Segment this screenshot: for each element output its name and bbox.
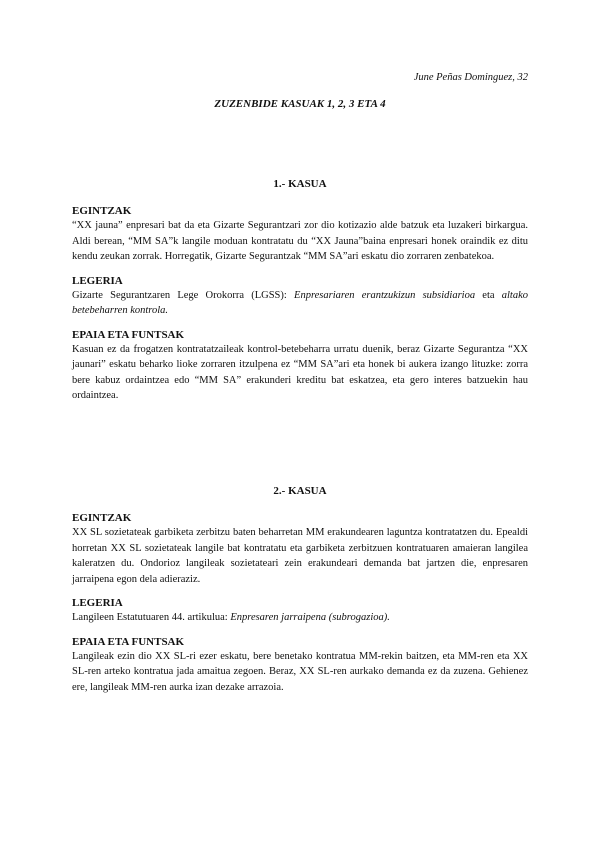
egintzak-text: XX SL sozietateak garbiketa zerbitzu baten beharretan MM erakundearen laguntza kontratatzen du. Epealdi horretan XX SL sozietateak langile bat kontratatu eta garbiketa zerbitzuen kontratuaren amaieran langilea kaleratzen du. Ondorioz langileak sozietateari zein erakundeari demanda bat jartzen die, enpresaren jarraipena egon dela adieraziz. — [72, 527, 528, 585]
legeria-connector: eta — [475, 289, 502, 301]
legeria-topic-1: Enpresariaren erantzukizun subsidiarioa — [294, 289, 476, 301]
legeria-heading: LEGERIA — [72, 597, 123, 609]
egintzak-text: “XX jauna” enpresari bat da eta Gizarte Segurantzari zor dio kotizazio alde batzuk eta luzakeri birkarguа. Aldi berean, “MM SA”k langile moduan kontratatu du “XX Jauna”baina enpresari honek oraindik ez ditu kendu zeukan zorrak. Horregatik, Gizarte Segurantzak “MM SA”ari eskatu dio zorraren zenbatekoa. — [72, 220, 528, 262]
legeria-text — [72, 610, 528, 626]
case-section-1 — [72, 178, 528, 413]
case-section-2 — [72, 485, 528, 704]
legeria-text — [72, 288, 528, 319]
case-heading: 2.- KASUA — [273, 485, 327, 497]
epaia-text: Kasuan ez da frogatzen kontratatzaileak kontrol-betebeharra urratu duenik, beraz Gizarte Segurantza “XX jaunari” eskatu beharko lioke zorraren itzulpena ez “MM SA”ari eta honek bi aukera izango lituzke: zorra bere kabuz ordaintzea edo “MM SA” erakunderi kreditu bat eskatzea, eta gero interes batzuekin hau ordaintzea. — [72, 343, 528, 401]
author-line: June Peñas Dominguez, 32 — [413, 72, 528, 83]
egintzak-heading: EGINTZAK — [72, 205, 132, 217]
legeria-heading: LEGERIA — [72, 274, 123, 287]
case-heading: 1.- KASUA — [273, 178, 327, 190]
legeria-topic-1: Enpresaren jarraipena (subrogazioa). — [230, 612, 390, 623]
epaia-heading: EPAIA ETA FUNTSAK — [72, 328, 185, 341]
egintzak-heading: EGINTZAK — [72, 512, 132, 524]
document-title: ZUZENBIDE KASUAK 1, 2, 3 ETA 4 — [214, 98, 386, 110]
legeria-law: Langileen Estatutuaren 44. artikulua: — [72, 612, 231, 623]
epaia-heading: EPAIA ETA FUNTSAK — [72, 635, 185, 648]
epaia-text: Langileak ezin dio XX SL-ri ezer eskatu, bere benetako kontratua MM-rekin baitzen, eta MM-ren eta XX SL-ren arteko kontratua jada amaitua zegoen. Beraz, XX SL-ren aurkako demanda ez da zuzena. Gehienez ere, langileak MM-ren aurka izan dezake arrazoia. — [72, 650, 528, 693]
legeria-topic-2: altako betebeharren kontrola. — [72, 289, 528, 316]
legeria-law: Gizarte Segurantzaren Lege Orokorra (LGSS): — [72, 289, 295, 301]
